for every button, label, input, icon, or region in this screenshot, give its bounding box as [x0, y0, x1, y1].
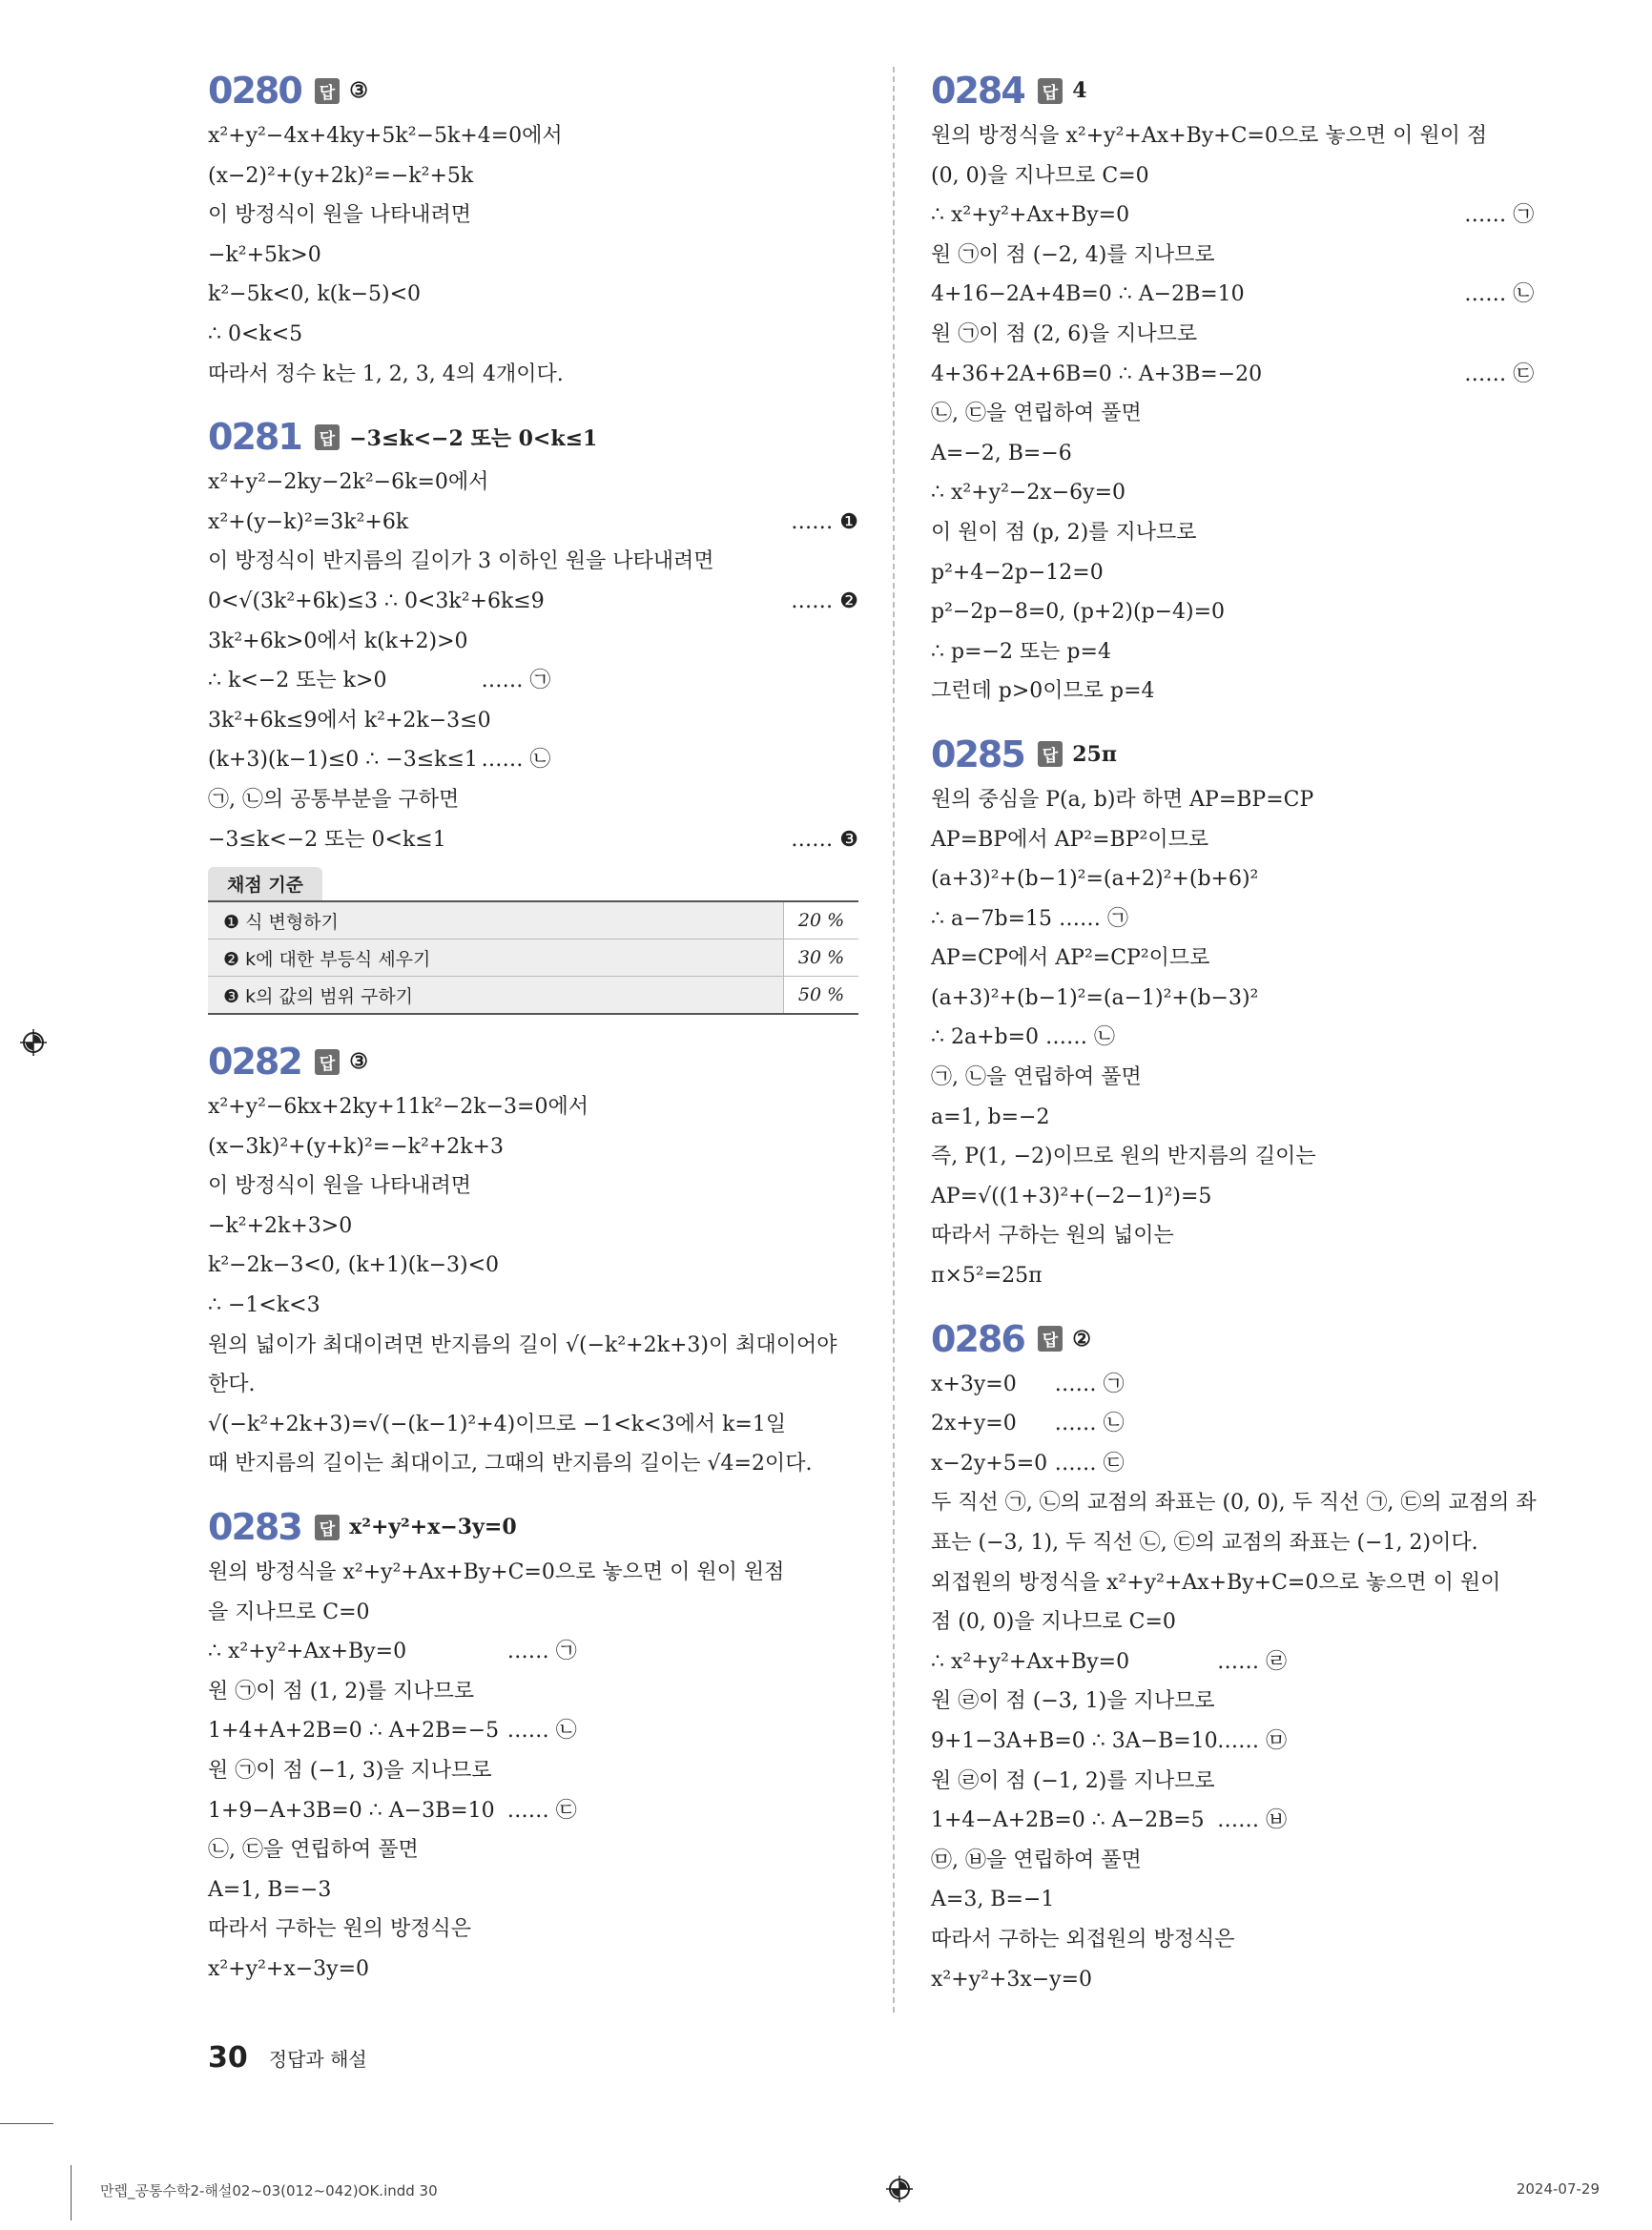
solution-text: 한다.	[208, 1373, 256, 1397]
solution-text: 따라서 구하는 외접원의 방정식은	[931, 1927, 1235, 1951]
solution-text: 원 ㉣이 점 (−1, 2)를 지나므로	[931, 1768, 1215, 1793]
solution-line	[931, 1960, 1581, 2000]
solution-line	[208, 1127, 858, 1167]
solution-text: p²+4−2p−12=0	[931, 560, 1104, 585]
answer-text: 4	[1072, 78, 1087, 103]
solution-text: √(−k²+2k+3)=√(−(k−1)²+4)이므로 −1<k<3에서 k=1일	[208, 1412, 787, 1436]
solution-text: (x−3k)²+(y+k)²=−k²+2k+3	[208, 1134, 504, 1159]
right-column	[931, 65, 1581, 2016]
answer-tag: 답	[1038, 1326, 1063, 1352]
solution-text: 0<√(3k²+6k)≤3 ∴ 0<3k²+6k≤9	[208, 588, 545, 613]
grading-score: 20 %	[783, 902, 858, 939]
solution-line	[208, 463, 858, 503]
grading-score: 30 %	[783, 939, 858, 976]
solution-text: 원 ㉠이 점 (2, 6)을 지나므로	[931, 321, 1198, 346]
solution-line	[931, 116, 1581, 156]
solution-line	[931, 820, 1581, 860]
solution-text: ∴ −1<k<3	[208, 1293, 320, 1318]
solution-text: x²+y²+x−3y=0	[208, 1956, 370, 1981]
solution-text: (k+3)(k−1)≤0 ∴ −3≤k≤1	[208, 748, 478, 773]
solution-text: k²−2k−3<0, (k+1)(k−3)<0	[208, 1253, 500, 1278]
solution-text: x²+y²−4x+4ky+5k²−5k+4=0에서	[208, 124, 563, 148]
equation-marker: …… ㉠	[481, 669, 551, 693]
solution-text: 따라서 구하는 원의 방정식은	[208, 1917, 472, 1942]
solution-line	[931, 1563, 1581, 1603]
solution-text: x²+(y−k)²=3k²+6k	[208, 509, 409, 534]
solution-line	[208, 1405, 858, 1445]
solution-line	[208, 780, 858, 820]
solution-line	[931, 1523, 1581, 1563]
answer-tag: 답	[1038, 741, 1063, 767]
solution-text: 원의 방정식을 x²+y²+Ax+By+C=0으로 놓으면 이 원이 점	[931, 124, 1488, 148]
solution-text: 표는 (−3, 1), 두 직선 ㉡, ㉢의 교점의 좌표는 (−1, 2)이다.	[931, 1531, 1478, 1555]
solution-text: 원 ㉣이 점 (−3, 1)을 지나므로	[931, 1689, 1215, 1714]
equation-marker: …… ❶	[791, 509, 858, 534]
solution-text: ∴ 2a+b=0 …… ㉡	[931, 1025, 1116, 1050]
solution-line	[931, 1483, 1581, 1523]
solution-line	[931, 979, 1581, 1019]
solution-line	[931, 434, 1581, 474]
solution-text: ∴ x²+y²+Ax+By=0	[931, 1649, 1130, 1674]
solution-text: 원의 중심을 P(a, b)라 하면 AP=BP=CP	[931, 787, 1314, 812]
solution-line	[208, 1087, 858, 1127]
solution-text: 이 방정식이 원을 나타내려면	[208, 203, 472, 228]
solution-line	[931, 1404, 1581, 1444]
solution-line	[208, 503, 858, 543]
grading-row	[208, 902, 858, 939]
solution-line	[931, 1256, 1581, 1296]
solution-text: 원 ㉠이 점 (−1, 3)을 지나므로	[208, 1759, 492, 1783]
registration-mark-icon	[885, 2175, 914, 2203]
equation-marker: …… ㉥	[1217, 1808, 1288, 1833]
equation-marker: …… ㉠	[1464, 203, 1535, 228]
solution-line	[931, 236, 1581, 276]
solution-text: 을 지나므로 C=0	[208, 1600, 370, 1624]
slug-date: 2024-07-29	[1516, 2180, 1600, 2198]
solution-text: 1+9−A+3B=0 ∴ A−3B=10	[208, 1798, 495, 1823]
solution-line	[208, 1246, 858, 1286]
solution-line	[208, 275, 858, 315]
problem-header	[208, 65, 858, 116]
problem-0281	[208, 411, 858, 1015]
solution-text: 3k²+6k≤9에서 k²+2k−3≤0	[208, 708, 491, 733]
problem-header	[208, 411, 858, 463]
solution-line	[931, 394, 1581, 434]
solution-line	[208, 1791, 858, 1831]
solution-line	[931, 632, 1581, 672]
problem-0280	[208, 65, 858, 394]
solution-text: 두 직선 ㉠, ㉡의 교점의 좌표는 (0, 0), 두 직선 ㉠, ㉢의 교점의 좌	[931, 1491, 1537, 1516]
answer-tag: 답	[315, 424, 340, 450]
solution-line	[931, 1365, 1581, 1405]
solution-text: 원 ㉠이 점 (−2, 4)를 지나므로	[931, 242, 1215, 267]
solution-line	[931, 1216, 1581, 1256]
equation-marker: …… ㉢	[1054, 1451, 1125, 1476]
solution-line	[208, 315, 858, 355]
grading-title: 채점 기준	[208, 867, 322, 900]
solution-text: 이 방정식이 원을 나타내려면	[208, 1174, 472, 1199]
solution-text: 따라서 구하는 원의 넓이는	[931, 1224, 1174, 1249]
registration-mark-icon	[19, 1028, 48, 1057]
problem-number: 0285	[931, 733, 1024, 775]
equation-marker: …… ㉡	[1054, 1412, 1125, 1436]
solution-text: 즉, P(1, −2)이므로 원의 반지름의 길이는	[931, 1145, 1316, 1169]
solution-line	[208, 196, 858, 236]
solution-text: ∴ p=−2 또는 p=4	[931, 639, 1111, 664]
solution-line	[208, 1444, 858, 1484]
solution-text: 때 반지름의 길이는 최대이고, 그때의 반지름의 길이는 √4=2이다.	[208, 1452, 813, 1476]
solution-text: A=1, B=−3	[208, 1877, 332, 1902]
equation-marker: …… ㉡	[506, 1719, 577, 1744]
solution-line	[208, 661, 858, 701]
solution-line	[931, 553, 1581, 593]
solution-text: AP=√((1+3)²+(−2−1)²)=5	[931, 1184, 1212, 1208]
solution-text: a=1, b=−2	[931, 1105, 1050, 1129]
solution-line	[931, 1137, 1581, 1177]
grading-row	[208, 976, 858, 1013]
solution-line	[931, 671, 1581, 712]
solution-line	[931, 1177, 1581, 1217]
equation-marker: …… ㉠	[506, 1640, 577, 1664]
column-divider	[893, 67, 895, 2013]
solution-line	[208, 1553, 858, 1593]
answer-text: ③	[349, 1049, 368, 1075]
answer-text: ②	[1072, 1326, 1091, 1352]
problem-0284	[931, 65, 1581, 712]
solution-line	[208, 1950, 858, 1990]
solution-line	[208, 1326, 858, 1366]
grading-score: 50 %	[783, 977, 858, 1013]
solution-line	[208, 740, 858, 780]
solution-text: 원의 넓이가 최대이려면 반지름의 길이 √(−k²+2k+3)이 최대이어야	[208, 1332, 837, 1357]
solution-line	[208, 582, 858, 622]
solution-text: π×5²=25π	[931, 1264, 1043, 1289]
solution-text: ∴ x²+y²−2x−6y=0	[931, 481, 1126, 506]
answer-tag: 답	[1038, 78, 1063, 104]
footer-label: 정답과 해설	[268, 2048, 367, 2071]
solution-line	[931, 1098, 1581, 1138]
solution-text: ∴ a−7b=15 …… ㉠	[931, 906, 1129, 931]
solution-text: −k²+5k>0	[208, 242, 321, 267]
solution-line	[931, 592, 1581, 632]
problem-number: 0282	[208, 1041, 301, 1084]
solution-line	[208, 1830, 858, 1870]
solution-line	[931, 315, 1581, 355]
solution-line	[931, 156, 1581, 196]
solution-line	[931, 1841, 1581, 1881]
answer-text: x²+y²+x−3y=0	[349, 1515, 517, 1540]
solution-text: 3k²+6k>0에서 k(k+2)>0	[208, 629, 468, 653]
solution-line	[931, 275, 1581, 315]
solution-line	[208, 820, 858, 860]
solution-text: 이 원이 점 (p, 2)를 지나므로	[931, 520, 1197, 545]
solution-text: −3≤k<−2 또는 0<k≤1	[208, 827, 446, 852]
problem-0286	[931, 1313, 1581, 2000]
problem-number: 0281	[208, 416, 301, 459]
solution-text: (a+3)²+(b−1)²=(a+2)²+(b+6)²	[931, 867, 1259, 892]
solution-line	[931, 859, 1581, 899]
left-column	[208, 65, 858, 2007]
solution-line	[208, 1870, 858, 1910]
problem-number: 0286	[931, 1317, 1024, 1360]
equation-marker: …… ❸	[791, 827, 858, 852]
solution-text: 1+4+A+2B=0 ∴ A+2B=−5	[208, 1719, 500, 1744]
answer-text: 25π	[1072, 741, 1117, 767]
solution-text: ∴ 0<k<5	[208, 321, 303, 346]
solution-line	[931, 1801, 1581, 1841]
grading-table	[208, 900, 858, 1015]
solution-line	[931, 1602, 1581, 1642]
solution-line	[208, 116, 858, 156]
solution-line	[208, 1286, 858, 1326]
solution-line	[931, 1018, 1581, 1058]
solution-text: k²−5k<0, k(k−5)<0	[208, 282, 422, 307]
problem-0282	[208, 1036, 858, 1484]
grading-label: ❶ 식 변형하기	[208, 902, 783, 939]
solution-line	[208, 1910, 858, 1950]
solution-text: 원의 방정식을 x²+y²+Ax+By+C=0으로 놓으면 이 원이 원점	[208, 1560, 785, 1585]
solution-text: 점 (0, 0)을 지나므로 C=0	[931, 1610, 1176, 1635]
solution-text: 1+4−A+2B=0 ∴ A−2B=5	[931, 1808, 1205, 1833]
solution-text: x²+y²+3x−y=0	[931, 1967, 1093, 1992]
solution-text: A=−2, B=−6	[931, 441, 1072, 465]
solution-line	[208, 622, 858, 662]
grading-label: ❷ k에 대한 부등식 세우기	[208, 939, 783, 976]
problem-header	[208, 1501, 858, 1553]
solution-text: ㉡, ㉢을 연립하여 풀면	[208, 1838, 419, 1863]
solution-line	[931, 780, 1581, 820]
solution-line	[208, 355, 858, 395]
solution-text: x²+y²−6kx+2ky+11k²−2k−3=0에서	[208, 1095, 589, 1120]
solution-text: −k²+2k+3>0	[208, 1213, 353, 1238]
problem-header	[208, 1036, 858, 1087]
problem-header	[931, 65, 1581, 116]
solution-text: 2x+y=0	[931, 1412, 1017, 1436]
equation-marker: …… ㉠	[1054, 1372, 1125, 1396]
solution-text: x−2y+5=0	[931, 1451, 1048, 1476]
solution-line	[931, 939, 1581, 979]
solution-text: ㉠, ㉡을 연립하여 풀면	[931, 1065, 1142, 1090]
equation-marker: …… ㉡	[481, 748, 551, 773]
solution-line	[208, 236, 858, 276]
solution-line	[208, 1711, 858, 1751]
solution-line	[931, 355, 1581, 395]
solution-text: (a+3)²+(b−1)²=(a−1)²+(b−3)²	[931, 985, 1259, 1010]
solution-line	[208, 1632, 858, 1672]
solution-line	[931, 1880, 1581, 1920]
problem-0285	[931, 729, 1581, 1296]
solution-line	[931, 1920, 1581, 1960]
solution-text: 따라서 정수 k는 1, 2, 3, 4의 4개이다.	[208, 361, 564, 386]
problem-header	[931, 1313, 1581, 1365]
solution-text: AP=CP에서 AP²=CP²이므로	[931, 946, 1210, 971]
problem-header	[931, 729, 1581, 780]
solution-line	[208, 1167, 858, 1207]
solution-line	[931, 196, 1581, 236]
problem-number: 0283	[208, 1506, 301, 1549]
solution-line	[931, 1642, 1581, 1683]
answer-tag: 답	[315, 78, 340, 104]
solution-text: ㉤, ㉥을 연립하여 풀면	[931, 1848, 1142, 1872]
solution-line	[931, 1722, 1581, 1762]
grading-label: ❸ k의 값의 범위 구하기	[208, 977, 783, 1013]
answer-tag: 답	[315, 1049, 340, 1075]
solution-text: 이 방정식이 반지름의 길이가 3 이하인 원을 나타내려면	[208, 549, 714, 574]
solution-line	[208, 701, 858, 741]
solution-text: p²−2p−8=0, (p+2)(p−4)=0	[931, 600, 1226, 625]
solution-line	[208, 1593, 858, 1633]
solution-text: (x−2)²+(y+2k)²=−k²+5k	[208, 163, 474, 188]
solution-text: 그런데 p>0이므로 p=4	[931, 679, 1155, 704]
solution-text: ∴ x²+y²+Ax+By=0	[208, 1640, 407, 1664]
problem-number: 0284	[931, 70, 1024, 112]
equation-marker: …… ㉣	[1217, 1649, 1288, 1674]
problem-number: 0280	[208, 70, 301, 112]
equation-marker: …… ㉢	[506, 1798, 577, 1823]
solution-line	[208, 1672, 858, 1712]
solution-line	[208, 542, 858, 582]
crop-mark	[0, 2123, 53, 2124]
solution-text: 4+36+2A+6B=0 ∴ A+3B=−20	[931, 361, 1263, 386]
equation-marker: …… ❷	[791, 588, 858, 613]
solution-text: (0, 0)을 지나므로 C=0	[931, 163, 1149, 188]
solution-line	[208, 156, 858, 196]
solution-text: ㉡, ㉢을 연립하여 풀면	[931, 402, 1142, 426]
solution-text: ∴ k<−2 또는 k>0	[208, 669, 387, 693]
solution-line	[208, 1365, 858, 1405]
solution-line	[931, 473, 1581, 513]
grading-row	[208, 939, 858, 976]
answer-text: −3≤k<−2 또는 0<k≤1	[349, 425, 598, 451]
solution-text: A=3, B=−1	[931, 1888, 1055, 1912]
solution-text: 외접원의 방정식을 x²+y²+Ax+By+C=0으로 놓으면 이 원이	[931, 1570, 1501, 1595]
answer-text: ③	[349, 78, 368, 103]
solution-line	[931, 899, 1581, 939]
solution-text: AP=BP에서 AP²=BP²이므로	[931, 827, 1209, 852]
page-footer	[208, 2041, 367, 2075]
solution-text: 원 ㉠이 점 (1, 2)를 지나므로	[208, 1679, 475, 1703]
solution-text: x²+y²−2ky−2k²−6k=0에서	[208, 470, 489, 495]
crop-mark	[71, 2165, 72, 2220]
solution-text: ∴ x²+y²+Ax+By=0	[931, 203, 1130, 228]
equation-marker: …… ㉡	[1464, 282, 1535, 307]
solution-line	[931, 513, 1581, 553]
solution-line	[931, 1058, 1581, 1098]
problem-0283	[208, 1501, 858, 1990]
solution-line	[208, 1207, 858, 1247]
solution-text: x+3y=0	[931, 1372, 1017, 1396]
page-number: 30	[208, 2041, 248, 2075]
solution-line	[931, 1762, 1581, 1802]
grading-criteria	[208, 867, 858, 1015]
slug-filename: 만렙_공통수학2-해설02~03(012~042)OK.indd 30	[100, 2182, 438, 2199]
solution-text: 9+1−3A+B=0 ∴ 3A−B=10	[931, 1728, 1218, 1753]
solution-text: 4+16−2A+4B=0 ∴ A−2B=10	[931, 282, 1245, 307]
solution-line	[208, 1751, 858, 1791]
equation-marker: …… ㉢	[1464, 361, 1535, 386]
solution-line	[931, 1682, 1581, 1722]
solution-line	[931, 1444, 1581, 1484]
equation-marker: …… ㉤	[1217, 1728, 1288, 1753]
solution-text: ㉠, ㉡의 공통부분을 구하면	[208, 787, 460, 812]
answer-tag: 답	[315, 1515, 340, 1540]
